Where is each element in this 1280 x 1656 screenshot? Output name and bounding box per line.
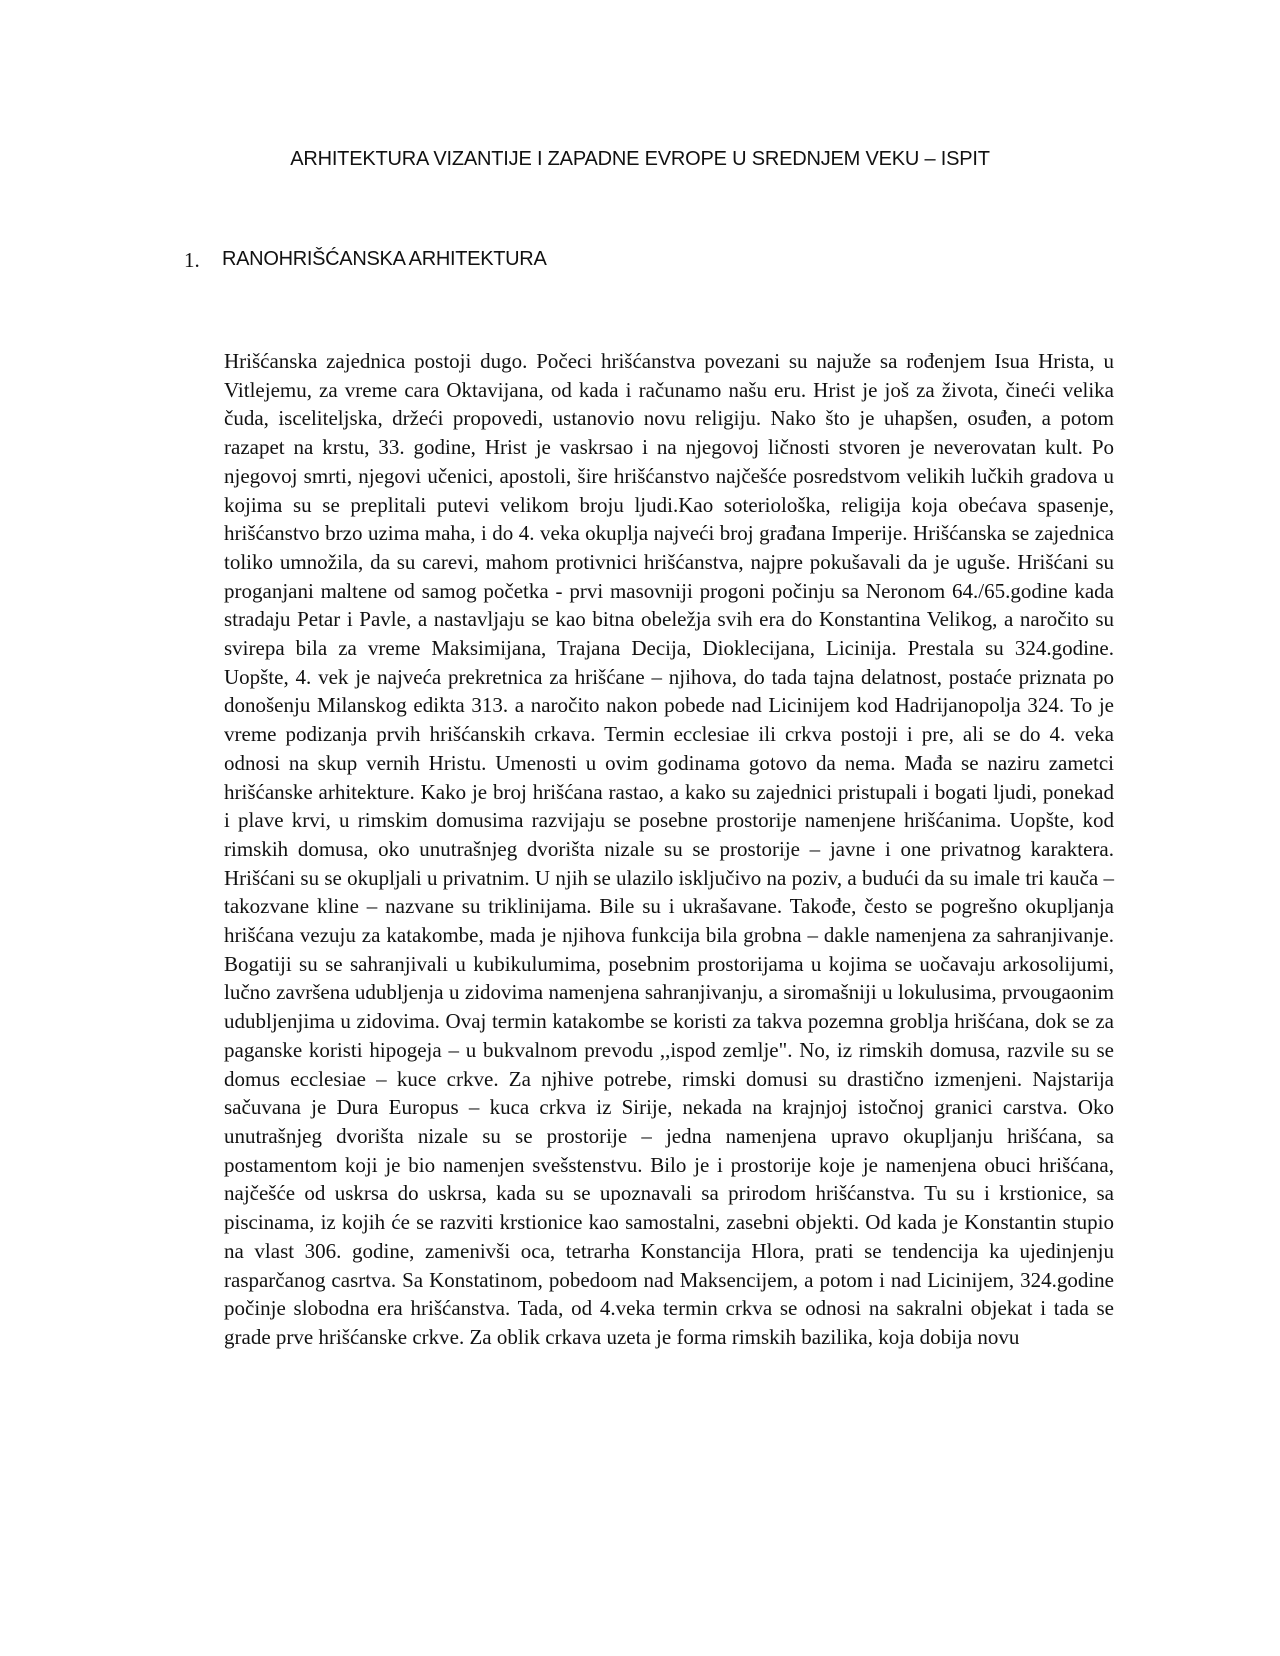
section-heading	[184, 248, 547, 273]
section-title: RANOHRIŠĆANSKA ARHITEKTURA	[222, 248, 547, 270]
document-title: ARHITEKTURA VIZANTIJE I ZAPADNE EVROPE U SREDNJEM VEKU – ISPIT	[290, 148, 990, 170]
body-paragraph: Hrišćanska zajednica postoji dugo. Počeci hrišćanstva povezani su najuže sa rođenjem Isua Hrista, u Vitlejemu, za vreme cara Oktavijana, od kada i računamo našu eru. Hrist je još za života, čineći velika čuda, isceliteljska, držeći propovedi, ustanovio novu religiju. Nako što je uhapšen, osuđen, a potom razapet na krstu, 33. godine, Hrist je vaskrsao i na njegovoj ličnosti stvoren je neverovatan kult. Po njegovoj smrti, njegovi učenici, apostoli, šire hrišćanstvo najčešće posredstvom velikih lučkih gradova u kojima su se preplitali putevi velikom broju ljudi.Kao soteriološka, religija koja obećava spasenje, hrišćanstvo brzo uzima maha, i do 4. veka okuplja najveći broj građana Imperije. Hrišćanska se zajednica toliko umnožila, da su carevi, mahom protivnici hrišćanstva, najpre pokušavali da je uguše. Hrišćani su proganjani maltene od samog početka - prvi masovniji progoni počinju sa Neronom 64./65.godine kada stradaju Petar i Pavle, a nastavljaju se kao bitna obeležja svih era do Konstantina Velikog, a naročito su svirepa bila za vreme Maksimijana, Trajana Decija, Dioklecijana, Licinija. Prestala su 324.godine. Uopšte, 4. vek je najveća prekretnica za hrišćane – njihova, do tada tajna delatnost, postaće priznata po donošenju Milanskog edikta 313. a naročito nakon pobede nad Licinijem kod Hadrijanopolja 324. To je vreme podizanja prvih hrišćanskih crkava. Termin ecclesiae ili crkva postoji i pre, ali se do 4. veka odnosi na skup vernih Hristu. Umenosti u ovim godinama gotovo da nema. Mađa se naziru zametci hrišćanske arhitekture. Kako je broj hrišćana rastao, a kako su zajednici pristupali i bogati ljudi, ponekad i plave krvi, u rimskim domusima razvijaju se posebne prostorije namenjene hrišćanima. Uopšte, kod rimskih domusa, oko unutrašnjeg dvorišta nizale su se prostorije – javne i one privatnog karaktera. Hrišćani su se okupljali u privatnim. U njih se ulazilo isključivo na poziv, a budući da su imale tri kauča – takozvane kline – nazvane su triklinijama. Bile su i ukrašavane. Takođe, često se pogrešno okupljanja hrišćana vezuju za katakombe, mada je njihova funkcija bila grobna – dakle namenjena za sahranjivanje. Bogatiji su se sahranjivali u kubikulumima, posebnim prostorijama u kojima se uočavaju arkosolijumi, lučno završena udubljenja u zidovima namenjena sahranjivanju, a siromašniji u lokulusima, prvougaonim udubljenjima u zidovima. Ovaj termin katakombe se koristi za takva pozemna groblja hrišćana, dok se za paganske koristi hipogeja – u bukvalnom prevodu ,,ispod zemlje". No, iz rimskih domusa, razvile su se domus ecclesiae – kuce crkve. Za njhive potrebe, rimski domusi su drastično izmenjeni. Najstarija sačuvana je Dura Europus – kuca crkva iz Sirije, nekada na krajnjoj istočnoj granici carstva. Oko unutrašnjeg dvorišta nizale su se prostorije – jedna namenjena upravo okupljanju hrišćana, sa postamentom koji je bio namenjen svešstenstvu. Bilo je i prostorije koje je namenjena obuci hrišćana, najčešće od uskrsa do uskrsa, kada su se upoznavali sa prirodom hrišćanstva. Tu su i krstionice, sa piscinama, iz kojih će se razviti krstionice kao samostalni, zasebni objekti. Od kada je Konstantin stupio na vlast 306. godine, zamenivši oca, tetrarha Konstancija Hlora, prati se tendencija ka ujedinjenju rasparčanog casrtva. Sa Konstatinom, pobedoom nad Maksencijem, a potom i nad Licinijem, 324.godine počinje slobodna era hrišćanstva. Tada, od 4.veka termin crkva se odnosi na sakralni objekat i tada se grade prve hrišćanske crkve. Za oblik crkava uzeta je forma rimskih bazilika, koja dobija novu	[224, 349, 1114, 1349]
section-number: 1.	[184, 248, 200, 272]
